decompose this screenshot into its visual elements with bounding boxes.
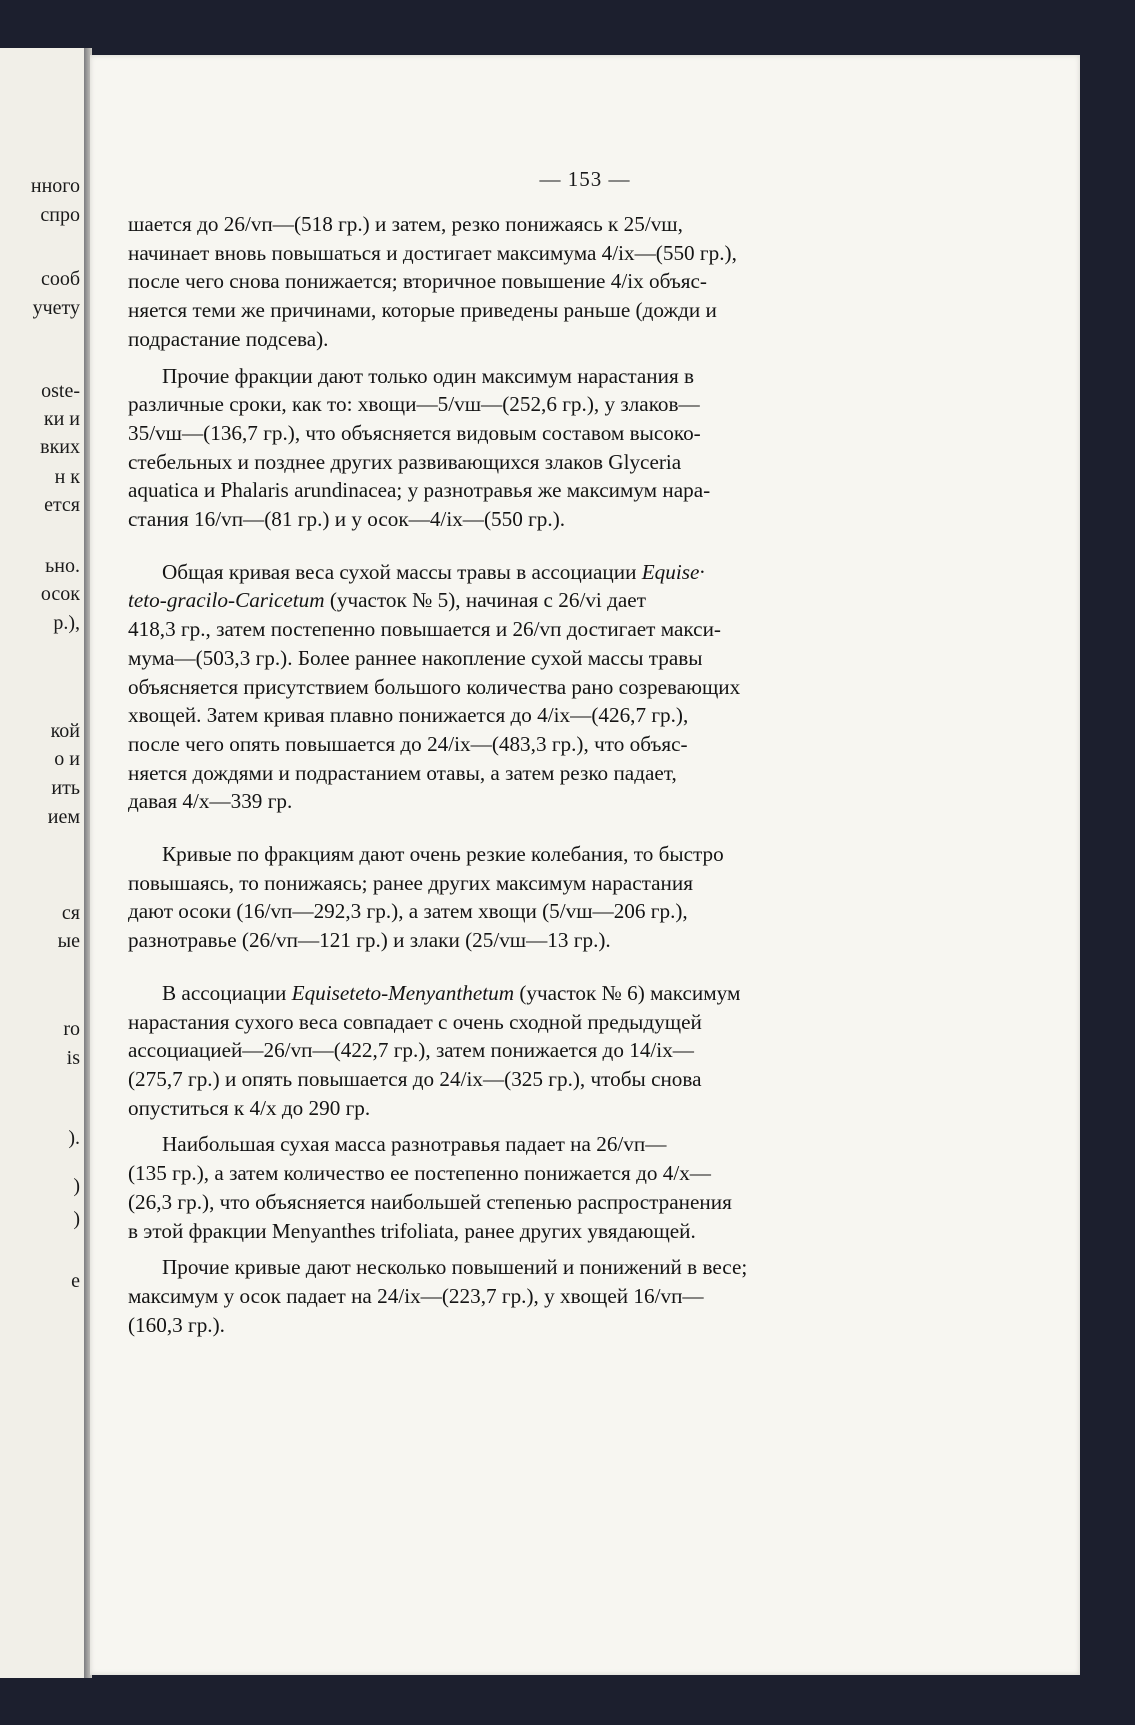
text-line: после чего снова понижается; вторичное повышение 4/ix объяс- <box>128 269 707 294</box>
left-page-fragment: ) <box>73 1175 80 1197</box>
text-line: опуститься к 4/x до 290 гр. <box>128 1095 371 1120</box>
left-page-fragment: спро <box>40 204 80 226</box>
text-line: подрастание подсева). <box>128 326 329 351</box>
text-line: Кривые по фракциям дают очень резкие колебания, то быстро <box>162 842 724 867</box>
left-page-fragment: ). <box>68 1127 80 1149</box>
text-line: разнотравье (26/vп—121 гр.) и злаки (25/vш—13 гр.). <box>128 928 611 953</box>
left-page-fragment: is <box>66 1047 80 1069</box>
text-line: максимум у осок падает на 24/ix—(223,7 гр.), у хвощей 16/vп— <box>128 1283 704 1308</box>
text-line: нарастания сухого веса совпадает с очень сходной предыдущей <box>128 1009 702 1034</box>
text-line: различные сроки, как то: хвощи—5/vш—(252,6 гр.), у злаков— <box>128 392 700 417</box>
left-page-fragment: н к <box>54 466 80 488</box>
left-page-fragment: ) <box>73 1208 80 1230</box>
text-line: aquatica и Phalaris arundinacea; у разнотравья же максимум нара- <box>128 478 711 503</box>
text-line: няется теми же причинами, которые приведены раньше (дожди и <box>128 298 717 323</box>
text-line: дают осоки (16/vп—292,3 гр.), а затем хвощи (5/vш—206 гр.), <box>128 899 688 924</box>
left-page-fragment: р.), <box>53 612 80 634</box>
page-body <box>128 210 918 1339</box>
left-page-fragment: ся <box>61 902 80 924</box>
book-page <box>90 55 1080 1675</box>
text-line: teto-gracilo-Caricetum (участок № 5), начиная с 26/vi дает <box>128 588 646 613</box>
left-page-fragment: ием <box>47 806 80 828</box>
text-line: ассоциацией—26/vп—(422,7 гр.), затем понижается до 14/ix— <box>128 1038 694 1063</box>
left-page-fragment: кой <box>50 720 80 742</box>
text-line: после чего опять повышается до 24/ix—(483,3 гр.), что объяс- <box>128 731 688 756</box>
left-page-fragment: нного <box>30 175 80 197</box>
text-line: стебельных и позднее других развивающихся злаков Glyceria <box>128 449 682 474</box>
text-line: Прочие кривые дают несколько повышений и понижений в весе; <box>162 1255 748 1280</box>
left-page-fragment: о и <box>54 748 80 770</box>
text-line: мума—(503,3 гр.). Более раннее накопление сухой массы травы <box>128 645 703 670</box>
text-line: (275,7 гр.) и опять повышается до 24/ix—(325 гр.), чтобы снова <box>128 1066 702 1091</box>
left-page-fragment: ые <box>57 930 80 952</box>
text-line: хвощей. Затем кривая плавно понижается до 4/ix—(426,7 гр.), <box>128 703 689 728</box>
text-line: (135 гр.), а затем количество ее постепенно понижается до 4/x— <box>128 1161 711 1186</box>
left-page-fragment: ить <box>51 777 80 799</box>
left-page-edge <box>0 48 86 1678</box>
text-line: объясняется присутствием большого количества рано созревающих <box>128 674 741 699</box>
left-page-fragment: ки и <box>43 408 80 430</box>
left-page-fragment: осок <box>40 583 80 605</box>
text-line: (26,3 гр.), что объясняется наибольшей степенью распространения <box>128 1189 732 1214</box>
text-line: в этой фракции Menyanthes trifoliata, ранее других увядающей. <box>128 1218 696 1243</box>
text-line: Общая кривая веса сухой массы травы в ассоциации Equise· <box>162 559 705 584</box>
left-page-fragment: вких <box>40 436 80 458</box>
text-line: Наибольшая сухая масса разнотравья падает на 26/vп— <box>162 1132 667 1157</box>
text-line: давая 4/x—339 гр. <box>128 789 293 814</box>
text-line: повышаясь, то понижаясь; ранее других максимум нарастания <box>128 870 693 895</box>
left-page-fragment: ьно. <box>45 555 80 577</box>
text-line: 35/vш—(136,7 гр.), что объясняется видовым составом высоко- <box>128 420 701 445</box>
text-line: 418,3 гр., затем постепенно повышается и 26/vп достигает макси- <box>128 617 721 642</box>
text-line: В ассоциации Equiseteto-Menyanthetum (участок № 6) максимум <box>162 980 741 1005</box>
text-line: стания 16/vп—(81 гр.) и у осок—4/ix—(550 гр.). <box>128 507 566 532</box>
text-line: шается до 26/vп—(518 гр.) и затем, резко понижаясь к 25/vш, <box>128 212 683 236</box>
left-page-fragment: ro <box>63 1018 80 1040</box>
text-line: няется дождями и подрастанием отавы, а затем резко падает, <box>128 760 677 785</box>
page-number: — 153 — <box>539 167 631 191</box>
text-line: Прочие фракции дают только один максимум нарастания в <box>162 363 695 388</box>
left-page-fragment: учету <box>32 297 80 319</box>
left-page-fragment: e <box>71 1270 80 1292</box>
left-page-fragment: ется <box>44 494 80 516</box>
left-page-fragment: oste- <box>41 380 80 402</box>
text-line: начинает вновь повышаться и достигает максимума 4/ix—(550 гр.), <box>128 240 737 265</box>
text-line: (160,3 гр.). <box>128 1312 225 1337</box>
left-page-fragment: сооб <box>40 268 80 290</box>
